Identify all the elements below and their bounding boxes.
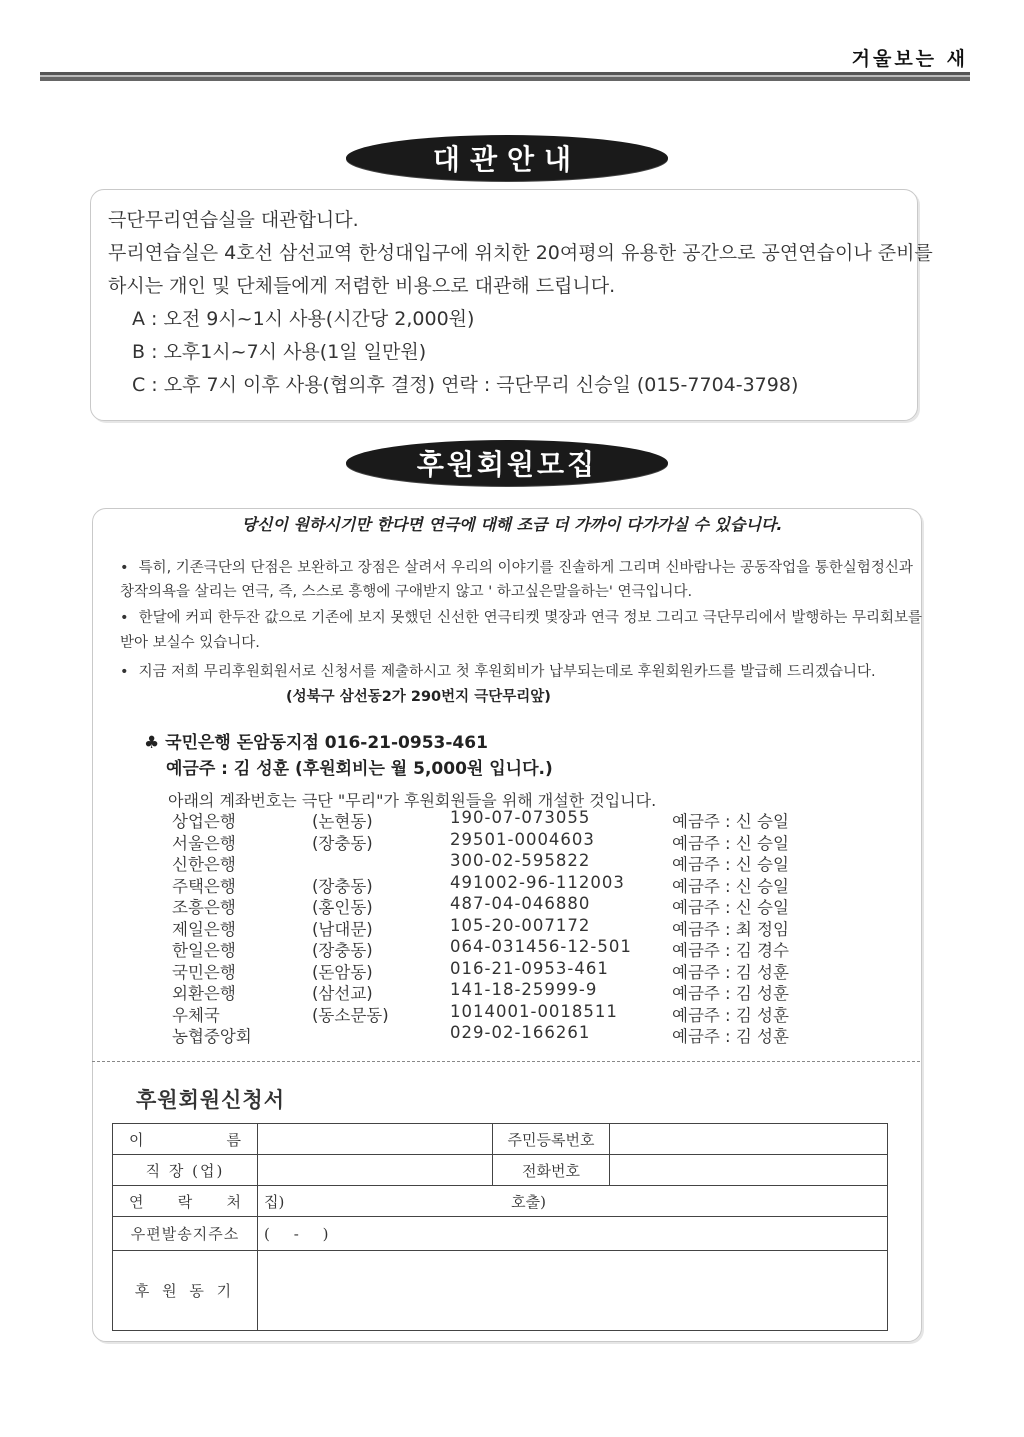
account-branch: (홍인동)	[312, 898, 373, 917]
account-number: 190-07-073055	[450, 808, 591, 827]
membership-line-4: 받아 보실수 있습니다.	[120, 635, 260, 651]
membership-line-2: 창작의욕을 살리는 연극, 즉, 스스로 흥행에 구애받지 않고 ' 하고싶은말을하는' 연극입니다.	[120, 584, 693, 600]
name-label: 이 름	[113, 1124, 258, 1155]
header-rule	[40, 72, 970, 81]
account-bank: 제일은행	[172, 919, 236, 939]
account-bank: 상업은행	[172, 812, 236, 831]
account-number: 300-02-595822	[450, 851, 591, 870]
account-number: 105-20-007172	[450, 915, 591, 935]
account-holder: 예금주 : 신 승일	[672, 812, 789, 831]
membership-address: (성북구 삼선동2가 290번지 극단무리앞)	[286, 689, 551, 705]
account-number: 141-18-25999-9	[450, 980, 598, 999]
accounts-note: 아래의 계좌번호는 극단 "무리"가 후원회원들을 위해 개설한 것입니다.	[168, 791, 657, 810]
account-bank: 우체국	[172, 1005, 220, 1025]
account-branch: (돈암동)	[312, 962, 373, 982]
account-holder: 예금주 : 김 경수	[672, 941, 789, 960]
resident-number-field[interactable]	[610, 1124, 888, 1155]
account-number: 491002-96-112003	[450, 872, 625, 892]
membership-title-banner	[346, 440, 668, 486]
account-number: 029-02-166261	[450, 1023, 591, 1042]
form-row-contact	[113, 1186, 888, 1217]
account-holder: 예금주 : 신 승일	[672, 833, 789, 853]
account-branch: (장충동)	[312, 941, 373, 960]
rental-description-1: 무리연습실은 4호선 삼선교역 한성대입구에 위치한 20여평의 유용한 공간으로 공연연습이나 준비를	[108, 242, 933, 264]
account-holder: 예금주 : 김 성훈	[672, 962, 789, 982]
address-field[interactable]	[258, 1217, 888, 1251]
membership-line-3: • 한달에 커피 한두잔 값으로 기존에 보지 못했던 신선한 연극티켓 몇장과 연극 정보 그리고 극단무리에서 발행하는 무리회보를	[120, 610, 923, 626]
phone-field[interactable]	[610, 1155, 888, 1186]
account-holder: 예금주 : 신 승일	[672, 898, 789, 917]
header-title: 거울보는 새	[851, 48, 968, 70]
membership-line-5: • 지금 저희 무리후원회원서로 신청서를 제출하시고 첫 후원회비가 납부되는데로 후원회원카드를 발급해 드리겠습니다.	[120, 664, 876, 680]
address-label: 우편발송지주소	[113, 1217, 258, 1251]
account-number: 016-21-0953-461	[450, 958, 609, 978]
account-branch: (장충동)	[312, 833, 373, 853]
rental-intro: 극단무리연습실을 대관합니다.	[108, 209, 359, 231]
account-bank: 조흥은행	[172, 898, 236, 917]
account-bank: 서울은행	[172, 833, 236, 853]
account-bank: 신한은행	[172, 855, 236, 874]
account-holder: 예금주 : 김 성훈	[672, 984, 789, 1003]
rental-title-banner	[346, 135, 668, 181]
account-bank: 외환은행	[172, 984, 236, 1003]
account-bank: 주택은행	[172, 876, 236, 896]
account-branch: (남대문)	[312, 919, 373, 939]
account-holder: 예금주 : 최 정임	[672, 919, 789, 939]
bullet: •	[120, 610, 129, 626]
membership-line-1: • 특히, 기존극단의 단점은 보완하고 장점은 살려서 우리의 이야기를 진솔하게 그리며 신바람나는 공동작업을 통한실험정신과	[120, 560, 913, 576]
application-form-table	[112, 1123, 888, 1331]
account-holder: 예금주 : 신 승일	[672, 876, 789, 896]
account-holder: 예금주 : 김 성훈	[672, 1027, 789, 1046]
bank-main-holder: 예금주 : 김 성훈 (후원회비는 월 5,000원 입니다.)	[166, 759, 553, 779]
cut-line	[92, 1061, 920, 1062]
account-branch: (논현동)	[312, 812, 373, 831]
name-field[interactable]	[258, 1124, 493, 1155]
form-row-name	[113, 1124, 888, 1155]
postal-code-field[interactable]: ( - )	[264, 1224, 329, 1243]
rental-option-c: C : 오후 7시 이후 사용(협의후 결정) 연락 : 극단무리 신승일 (015-7704-3798)	[132, 374, 799, 396]
account-holder: 예금주 : 신 승일	[672, 855, 789, 874]
account-branch: (동소문동)	[312, 1005, 389, 1025]
account-bank: 한일은행	[172, 941, 236, 960]
account-number: 064-031456-12-501	[450, 937, 632, 956]
rental-title: 대관안내	[432, 143, 582, 176]
bullet: •	[120, 664, 129, 680]
account-bank: 국민은행	[172, 962, 236, 982]
rental-option-b: B : 오후1시~7시 사용(1일 일만원)	[132, 341, 427, 363]
form-title: 후원회원신청서	[136, 1088, 286, 1112]
account-number: 1014001-0018511	[450, 1001, 618, 1021]
resident-number-label: 주민등록번호	[493, 1124, 610, 1155]
home-phone-label: 집)	[264, 1192, 285, 1211]
membership-subtitle: 당신이 원하시기만 한다면 연극에 대해 조금 더 가까이 다가가실 수 있습니다.	[241, 515, 783, 534]
job-field[interactable]	[258, 1155, 493, 1186]
account-holder: 예금주 : 김 성훈	[672, 1005, 789, 1025]
contact-field[interactable]	[258, 1186, 888, 1217]
account-number: 487-04-046880	[450, 894, 591, 913]
phone-label: 전화번호	[493, 1155, 610, 1186]
bank-main-account: ♣ 국민은행 돈암동지점 016-21-0953-461	[144, 733, 488, 753]
pager-label: 호출)	[511, 1192, 546, 1211]
form-row-address	[113, 1217, 888, 1251]
account-number: 29501-0004603	[450, 829, 595, 849]
membership-title: 후원회원모집	[416, 448, 598, 481]
form-row-motive	[113, 1251, 888, 1331]
motive-field[interactable]	[258, 1251, 888, 1331]
motive-label: 후 원 동 기	[113, 1251, 258, 1331]
rental-option-a: A : 오전 9시~1시 사용(시간당 2,000원)	[132, 308, 475, 330]
account-branch: (삼선교)	[312, 984, 373, 1003]
account-bank: 농협중앙회	[172, 1027, 252, 1046]
bullet: •	[120, 560, 129, 576]
account-branch: (장충동)	[312, 876, 373, 896]
job-label: 직 장 (업)	[113, 1155, 258, 1186]
contact-label: 연 락 처	[113, 1186, 258, 1217]
rental-description-2: 하시는 개인 및 단체들에게 저렴한 비용으로 대관해 드립니다.	[108, 275, 616, 297]
form-row-job	[113, 1155, 888, 1186]
